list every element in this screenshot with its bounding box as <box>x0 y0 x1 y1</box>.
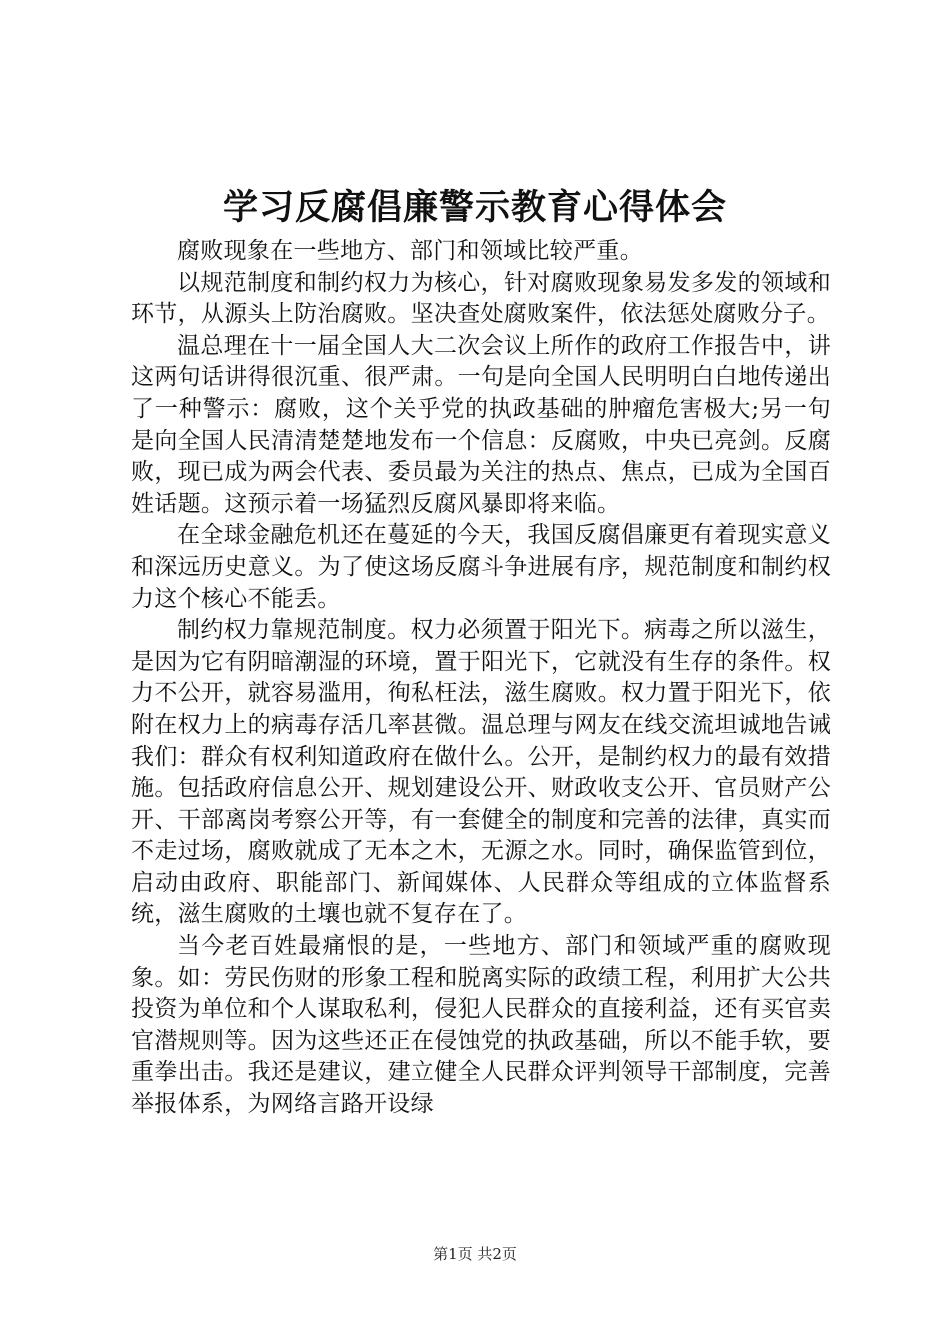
paragraph: 制约权力靠规范制度。权力必须置于阳光下。病毒之所以滋生，是因为它有阴暗潮湿的环境，置于阳光下，它就没有生存的条件。权力不公开，就容易滥用，徇私枉法，滋生腐败。权力置于阳光下，依附在权力上的病毒存活几率甚微。温总理与网友在线交流坦诚地告诫我们：群众有权利知道政府在做什么。公开，是制约权力的最有效措施。包括政府信息公开、规划建设公开、财政收支公开、官员财产公开、干部离岗考察公开等，有一套健全的制度和完善的法律，真实而不走过场，腐败就成了无本之木，无源之水。同时，确保监管到位，启动由政府、职能部门、新闻媒体、人民群众等组成的立体监督系统，滋生腐败的土壤也就不复存在了。 <box>131 617 831 928</box>
paragraph: 腐败现象在一些地方、部门和领域比较严重。 <box>177 238 643 264</box>
page-footer: 第1页 共2页 <box>433 1245 517 1263</box>
document-title: 学习反腐倡廉警示教育心得体会 <box>222 187 727 228</box>
paragraph: 以规范制度和制约权力为核心，针对腐败现象易发多发的领域和环节，从源头上防治腐败。坚决查处腐败案件，依法惩处腐败分子。 <box>131 269 831 328</box>
paragraph: 温总理在十一届全国人大二次会议上所作的政府工作报告中，讲这两句话讲得很沉重、很严肃。一句是向全国人民明明白白地传递出了一种警示：腐败，这个关乎党的执政基础的肿瘤危害极大;另一句是向全国人民清清楚楚地发布一个信息：反腐败，中央已亮剑。反腐败，现已成为两会代表、委员最为关注的热点、焦点，已成为全国百姓话题。这预示着一场猛烈反腐风暴即将来临。 <box>131 332 831 517</box>
document-body <box>131 236 831 1121</box>
paragraph: 当今老百姓最痛恨的是，一些地方、部门和领域严重的腐败现象。如：劳民伤财的形象工程和脱离实际的政绩工程，利用扩大公共投资为单位和个人谋取私利，侵犯人民群众的直接利益，还有买官卖官潜规则等。因为这些还正在侵蚀党的执政基础，所以不能手软，要重拳出击。我还是建议，建立健全人民群众评判领导干部制度，完善举报体系，为网络言路开设绿 <box>131 933 831 1118</box>
paragraph: 在全球金融危机还在蔓延的今天，我国反腐倡廉更有着现实意义和深远历史意义。为了使这场反腐斗争进展有序，规范制度和制约权力这个核心不能丢。 <box>131 522 831 612</box>
